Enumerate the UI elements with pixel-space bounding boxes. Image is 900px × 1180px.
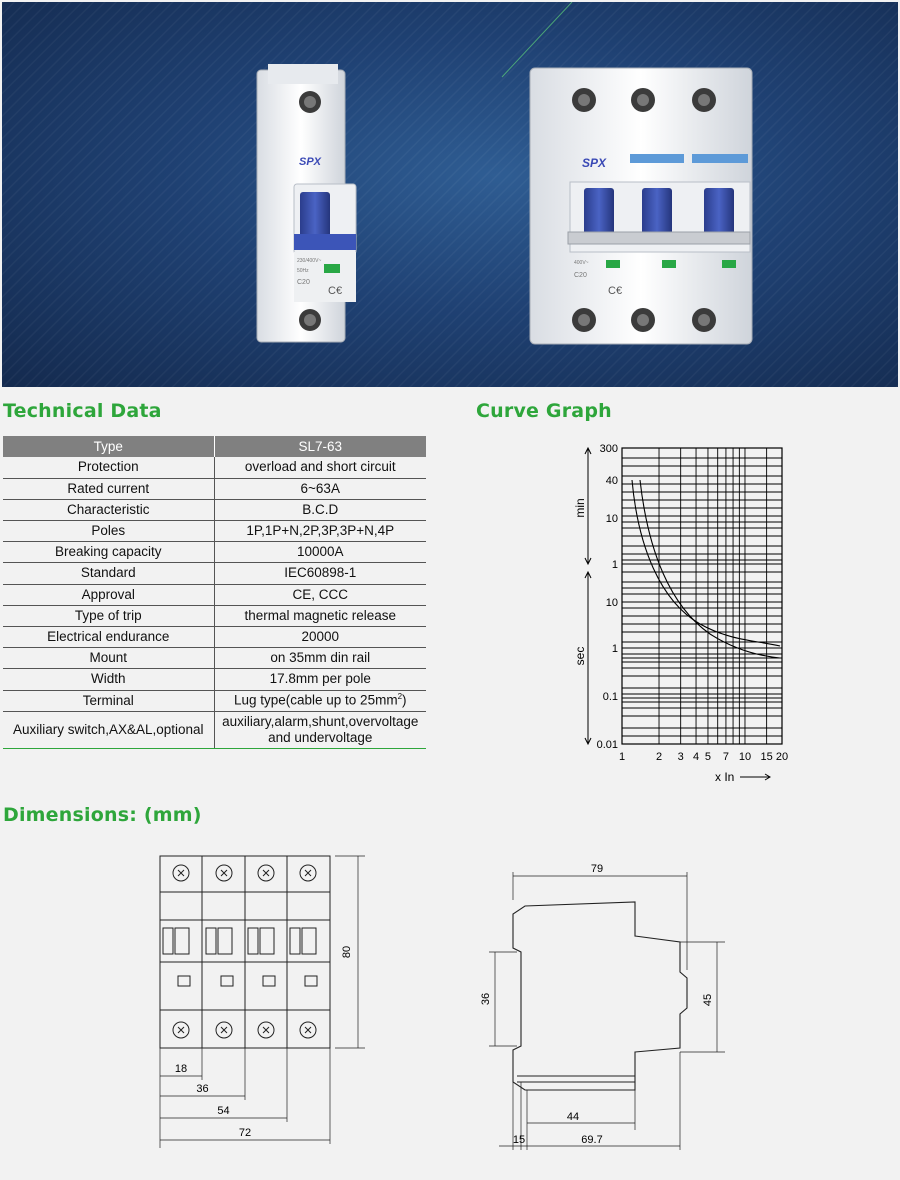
- table-row: [3, 711, 426, 748]
- row-label: Electrical endurance: [3, 627, 214, 648]
- curve-graph-title: Curve Graph: [476, 400, 612, 422]
- row-value: 1P,1P+N,2P,3P,3P+N,4P: [214, 521, 426, 542]
- table-row: [3, 499, 426, 520]
- offset-dimension: 15: [512, 1134, 526, 1146]
- breaker-1p-image: [257, 64, 356, 342]
- x-tick-labels: [619, 751, 788, 763]
- table-header-row: [3, 436, 426, 457]
- side-dimension-drawing: [475, 850, 795, 1160]
- row-value: IEC60898-1: [214, 563, 426, 584]
- table-row: [3, 478, 426, 499]
- header-type: Type: [3, 436, 214, 457]
- toggle-handle: [302, 928, 316, 954]
- aux-value-line1: auxiliary,alarm,shunt,overvoltage: [222, 713, 419, 729]
- trip-curve-graph: [560, 436, 800, 786]
- y-unit-sec: sec: [573, 646, 587, 666]
- height-dimension: 80: [341, 945, 353, 959]
- rail-dimension: 36: [480, 992, 492, 1006]
- table-row: [3, 669, 426, 690]
- terminal-suffix: ): [402, 692, 407, 708]
- row-label: Standard: [3, 563, 214, 584]
- x-tick-label: 3: [677, 751, 684, 763]
- row-label: Breaking capacity: [3, 542, 214, 563]
- terminal-value: Lug type(cable up to 25mm: [233, 692, 398, 708]
- table-row: [3, 690, 426, 711]
- indicator-window: [221, 976, 233, 986]
- indicator-window: [305, 976, 317, 986]
- svg-text:C20: C20: [297, 279, 310, 286]
- table-row: [3, 627, 426, 648]
- svg-text:400V~: 400V~: [574, 260, 589, 266]
- y-tick-label: 300: [599, 443, 618, 455]
- x-tick-label: 15: [760, 751, 773, 763]
- screw-cross: [305, 870, 311, 876]
- table-row: [3, 605, 426, 626]
- terminal-superscript: 2: [397, 692, 403, 702]
- row-label: Width: [3, 669, 214, 690]
- svg-text:C€: C€: [608, 285, 623, 297]
- technical-data-title: Technical Data: [3, 400, 162, 422]
- screw-cross: [178, 1027, 184, 1033]
- x-tick-label: 2: [655, 751, 663, 763]
- y-tick-labels: [597, 443, 618, 751]
- row-label: Terminal: [3, 690, 214, 711]
- pole-details: [163, 865, 317, 1038]
- row-value: 6~63A: [214, 478, 426, 499]
- x-tick-label: 20: [775, 751, 789, 763]
- y-tick-label: 0.01: [596, 739, 618, 751]
- y-tick-label: 0.1: [602, 691, 618, 703]
- curve-grid: [622, 448, 782, 744]
- screw-cross: [263, 870, 269, 876]
- row-label: Auxiliary switch,AX&AL,optional: [3, 711, 214, 748]
- y-tick-label: 10: [605, 513, 618, 525]
- table-row: [3, 457, 426, 478]
- table-row: [3, 584, 426, 605]
- header-model: SL7-63: [214, 436, 426, 457]
- dimensions-title: Dimensions: (mm): [3, 804, 202, 826]
- svg-text:C20: C20: [574, 272, 587, 279]
- x-tick-label: 1: [618, 751, 626, 763]
- x-unit-label: x In: [715, 770, 735, 784]
- y-unit-min: min: [573, 498, 587, 518]
- depth-44-dimension: 44: [566, 1111, 580, 1123]
- screw-cross: [221, 870, 227, 876]
- svg-text:230/400V~: 230/400V~: [297, 258, 322, 264]
- front-dimension-drawing: [150, 848, 390, 1158]
- svg-text:SPX: SPX: [582, 156, 607, 170]
- width-dimension: 36: [196, 1083, 209, 1095]
- side-width-dimension: 79: [590, 863, 604, 875]
- svg-text:50Hz: 50Hz: [297, 268, 309, 274]
- row-value: CE, CCC: [214, 584, 426, 605]
- y-tick-label: 1: [611, 643, 618, 655]
- row-value: B.C.D: [214, 499, 426, 520]
- width-dimensions: [160, 1048, 330, 1148]
- toggle-handle: [260, 928, 274, 954]
- row-label: Approval: [3, 584, 214, 605]
- row-label: Characteristic: [3, 499, 214, 520]
- indicator-window: [178, 976, 190, 986]
- indicator-window: [263, 976, 275, 986]
- row-label: Poles: [3, 521, 214, 542]
- table-row: [3, 563, 426, 584]
- row-value: [214, 690, 426, 711]
- row-label: Type of trip: [3, 605, 214, 626]
- width-dimension: 54: [217, 1105, 230, 1117]
- table-row: [3, 521, 426, 542]
- trip-curve-upper: [632, 480, 780, 646]
- product-illustration: [2, 2, 898, 387]
- toggle-handle: [218, 928, 232, 954]
- row-value: overload and short circuit: [214, 457, 426, 478]
- screw-cross: [178, 870, 184, 876]
- depth-dimension: 69.7: [581, 1134, 603, 1146]
- table-row: [3, 648, 426, 669]
- face-dimension: 45: [702, 993, 714, 1007]
- row-value: thermal magnetic release: [214, 605, 426, 626]
- screw-cross: [263, 1027, 269, 1033]
- screw-cross: [305, 1027, 311, 1033]
- row-label: Rated current: [3, 478, 214, 499]
- width-dimension: 72: [238, 1127, 252, 1139]
- x-tick-label: 4: [692, 751, 700, 763]
- row-value: 10000A: [214, 542, 426, 563]
- breaker-3p-image: [530, 68, 752, 344]
- row-value: [214, 711, 426, 748]
- toggle-slot: [290, 928, 300, 954]
- row-label: Mount: [3, 648, 214, 669]
- row-value: 17.8mm per pole: [214, 669, 426, 690]
- toggle-slot: [163, 928, 173, 954]
- row-value: 20000: [214, 627, 426, 648]
- x-tick-label: 10: [738, 751, 752, 763]
- y-tick-label: 40: [605, 475, 618, 487]
- technical-data-table: [3, 436, 426, 749]
- y-tick-label: 1: [611, 559, 618, 571]
- table-row: [3, 542, 426, 563]
- y-tick-label: 10: [605, 597, 618, 609]
- width-dimension: 18: [174, 1063, 188, 1075]
- toggle-slot: [248, 928, 258, 954]
- side-outline: [513, 902, 687, 1090]
- svg-text:C€: C€: [328, 285, 343, 297]
- product-banner: [2, 2, 898, 387]
- screw-cross: [221, 1027, 227, 1033]
- trip-curve-lower: [640, 480, 780, 658]
- row-value: on 35mm din rail: [214, 648, 426, 669]
- row-label: Protection: [3, 457, 214, 478]
- toggle-handle: [175, 928, 189, 954]
- toggle-slot: [206, 928, 216, 954]
- aux-value-line2: and undervoltage: [268, 729, 373, 745]
- x-tick-label: 7: [722, 751, 729, 763]
- x-tick-label: 5: [704, 751, 712, 763]
- brand-logo: SPX: [299, 156, 322, 168]
